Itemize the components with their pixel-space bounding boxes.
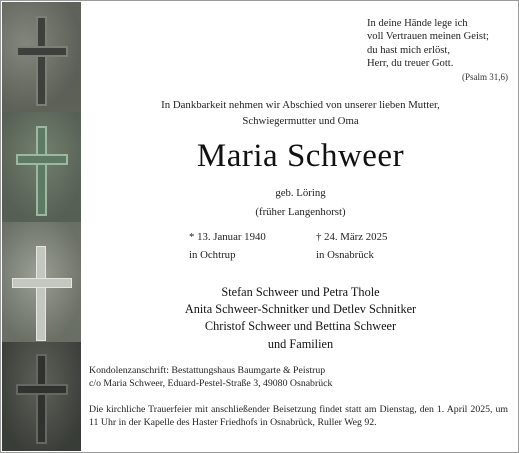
funeral-ceremony-info: Die kirchliche Trauerfeier mit anschließender Beisetzung findet statt am Dienstag, den 1. April 2025, um 11 Uhr in der Kapelle des Haster Friedhofs in Osnabrück, Ruller Weg 92. [89, 404, 508, 428]
death-info [316, 229, 387, 264]
psalm-line: voll Vertrauen meinen Geist; [367, 31, 489, 43]
intro-line: In Dankbarkeit nehmen wir Abschied von unserer lieben Mutter, [161, 99, 440, 111]
cross-icon [16, 354, 68, 444]
condolence-address [89, 364, 509, 390]
family-line: Christof Schweer und Bettina Schweer [204, 319, 397, 334]
birth-name: geb. Löring [275, 187, 326, 199]
family-list [91, 284, 510, 353]
family-line: Stefan Schweer und Petra Thole [221, 285, 380, 299]
intro-line: Schwiegermutter und Oma [242, 114, 359, 127]
death-place: in Osnabrück [316, 248, 374, 261]
cross-icon [16, 16, 68, 106]
family-line: und Familien [267, 336, 334, 351]
cross-photo-strip [2, 2, 81, 451]
birth-info [189, 229, 266, 264]
cross-icon [12, 246, 72, 341]
psalm-reference: (Psalm 31,6) [462, 72, 508, 82]
birth-place: in Ochtrup [189, 248, 236, 261]
cross-icon [16, 126, 68, 216]
intro-text [91, 98, 510, 129]
birth-date: * 13. Januar 1940 [189, 231, 266, 243]
family-line: Anita Schweer-Schnitker und Detlev Schnitker [184, 302, 417, 317]
psalm-verse [367, 17, 489, 71]
psalm-line: du hast mich erlöst, [367, 44, 450, 56]
contact-line: c/o Maria Schweer, Eduard-Pestel-Straße 3, 49080 Osnabrück [89, 378, 333, 389]
deceased-name: Maria Schweer [196, 138, 405, 174]
former-name: (früher Langenhorst) [255, 206, 346, 218]
contact-line: Kondolenzanschrift: Bestattungshaus Baumgarte & Peistrup [89, 365, 326, 376]
death-date: † 24. März 2025 [316, 231, 388, 243]
psalm-line: Herr, du treuer Gott. [367, 58, 454, 70]
psalm-line: In deine Hände lege ich [367, 18, 468, 29]
